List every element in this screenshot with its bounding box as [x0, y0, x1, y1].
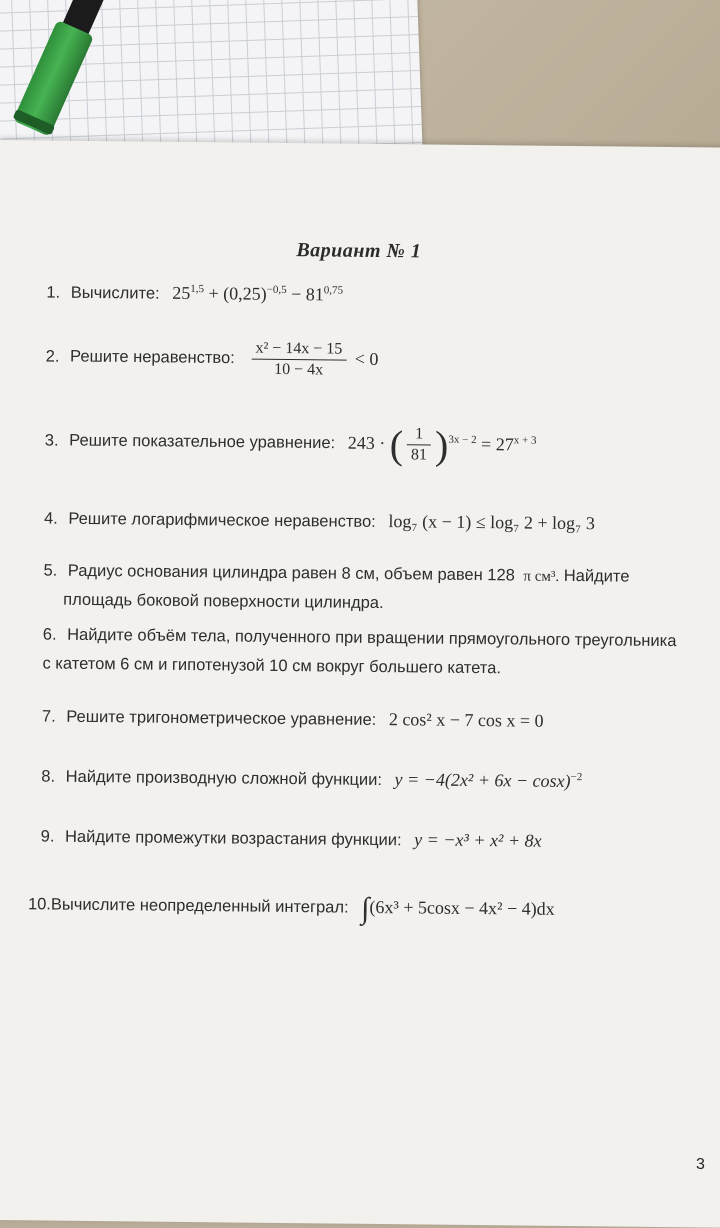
- task-1: 1. Вычислите: $25^{1,5} + (0,25)^{-0,5} - 81^{0,75}$: [46, 282, 344, 305]
- task-5: 5. Радиус основания цилиндра равен 8 см, объем равен 128 π см³. Найдите площадь боковой поверхности цилиндра.: [43, 560, 683, 616]
- task-7-math: 2 cos² x − 7 cos x = 0: [388, 709, 544, 731]
- task-2-math: $\frac{\text{x² − 14x − 15}}{10 - 4x}$ < 0: [247, 347, 378, 368]
- task-2: 2. Решите неравенство: $\frac{\text{x² − 14x − 15}}{10 - 4x}$ < 0: [45, 339, 379, 379]
- task-3: 3. Решите показательное уравнение: 243 · ( $\frac{1}{81}$ )$^{3x - 2} = 27^{x + 3}$: [44, 421, 537, 468]
- task-5-text-line2: площадь боковой поверхности цилиндра.: [63, 590, 384, 612]
- task-6-text-line2: с катетом 6 см и гипотенузой 10 см вокруг большего катета.: [42, 654, 502, 677]
- task-1-math: $25^{1,5} + (0,25)^{-0,5} - 81^{0,75}$: [172, 282, 344, 305]
- task-9-text: Найдите промежутки возрастания функции:: [64, 827, 402, 850]
- task-4-text: Решите логарифмическое неравенство:: [68, 509, 376, 531]
- task-3-text: Решите показательное уравнение:: [69, 431, 336, 453]
- worksheet-page: [0, 140, 720, 1228]
- variant-title: Вариант № 1: [296, 239, 422, 263]
- task-10-text: Вычислите неопределенный интеграл:: [50, 895, 349, 917]
- page-number: 3: [696, 1156, 705, 1173]
- task-1-text: Вычислите:: [70, 283, 160, 303]
- task-3-math: 243 · ( $\frac{1}{81}$ )$^{3x - 2} = 27^{x + 3}$: [347, 421, 537, 468]
- task-10: 10.Вычислите неопределенный интеграл: ∫(6x³ + 5cosx − 4x² − 4)dx: [27, 891, 555, 925]
- task-8-math: $y = -4(2x^2 + 6x - \cos x)^{-2}$: [394, 769, 583, 792]
- task-6-text-line1: Найдите объём тела, полученного при вращении прямоугольного треугольника: [67, 625, 677, 651]
- task-10-math: ∫(6x³ + 5cosx − 4x² − 4)dx: [361, 891, 555, 925]
- task-8: 8. Найдите производную сложной функции: $y = -4(2x^2 + 6x - \cos x)^{-2}$: [41, 767, 583, 792]
- task-6: 6. Найдите объём тела, полученного при вращении прямоугольного треугольника с катетом 6 см и гипотенузой 10 см вокруг большего катета.: [42, 624, 692, 680]
- task-7-text: Решите тригонометрическое уравнение:: [66, 707, 377, 729]
- task-4-math: log₇ (x − 1) ≤ log₇ 2 + log₇ 3: [388, 511, 595, 534]
- task-9: 9. Найдите промежутки возрастания функции: y = −x³ + x² + 8x: [40, 827, 542, 851]
- task-4: 4. Решите логарифмическое неравенство: log₇ (x − 1) ≤ log₇ 2 + log₇ 3: [43, 509, 595, 534]
- task-8-text: Найдите производную сложной функции:: [65, 767, 383, 790]
- task-7: 7. Решите тригонометрическое уравнение: 2 cos² x − 7 cos x = 0: [41, 707, 544, 731]
- task-5-text-line1: Радиус основания цилиндра равен 8 см, объем равен 128: [67, 561, 515, 585]
- task-2-text: Решите неравенство:: [70, 347, 235, 368]
- task-9-math: y = −x³ + x² + 8x: [414, 829, 542, 851]
